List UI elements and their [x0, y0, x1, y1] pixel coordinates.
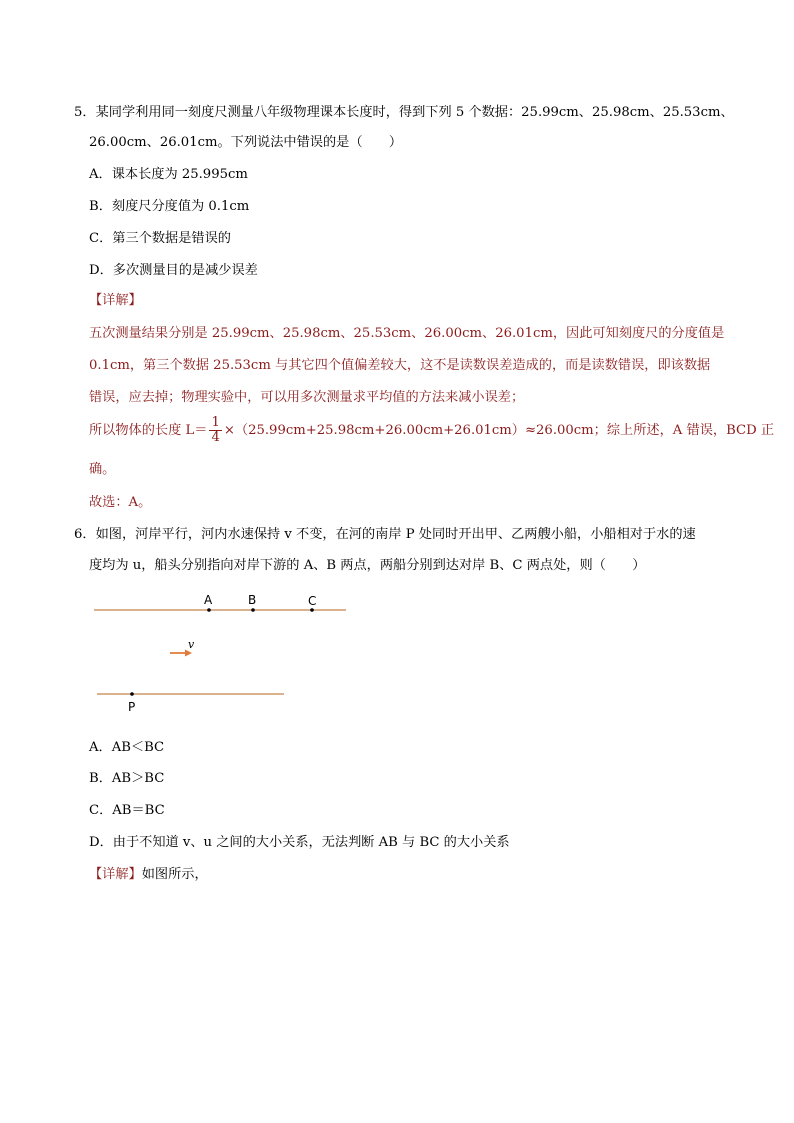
- q5-formula-line: [89, 416, 774, 445]
- label-a: A: [204, 593, 213, 607]
- q6-detail-text: 如图所示，: [141, 867, 208, 882]
- q6-option-c: C．AB＝BC: [89, 803, 165, 818]
- label-c: C: [308, 594, 317, 608]
- q5-last-line: 确。: [89, 462, 116, 477]
- label-b: B: [248, 593, 257, 607]
- point-a: [207, 608, 211, 612]
- q5-option-d: D．多次测量目的是减少误差: [89, 263, 258, 278]
- point-p: [130, 692, 134, 696]
- q5-option-c: C．第三个数据是错误的: [89, 231, 231, 246]
- q5-fraction: [209, 416, 221, 445]
- q5-analysis-line1: 五次测量结果分别是 25.99cm、25.98cm、25.53cm、26.00cm、26.01cm，因此可知刻度尺的分度值是: [89, 326, 725, 341]
- q5-analysis-line3: 错误，应去掉；物理实验中，可以用多次测量求平均值的方法来减小误差；: [89, 390, 525, 405]
- q6-stem-line2: 度均为 u，船头分别指向对岸下游的 A、B 两点，两船分别到达对岸 B、C 两点处，则（ ）: [89, 558, 646, 573]
- river-diagram: [88, 586, 358, 716]
- q5-stem-line2: 26.00cm、26.01cm。下列说法中错误的是（ ）: [89, 135, 403, 150]
- q5-option-b: B．刻度尺分度值为 0.1cm: [89, 199, 250, 214]
- point-c: [310, 608, 314, 612]
- q6-stem-line1: 6．如图，河岸平行，河内水速保持 v 不变，在河的南岸 P 处同时开出甲、乙两艘小船，小船相对于水的速: [74, 527, 696, 542]
- q6-detail-label: 【详解】: [89, 867, 142, 882]
- label-p: P: [128, 700, 136, 714]
- q6-option-b: B．AB＞BC: [89, 771, 165, 786]
- q5-fraction-numerator: 1: [211, 415, 220, 430]
- point-b: [251, 608, 255, 612]
- q6-detail-line: [89, 866, 208, 884]
- q5-formula-suffix: ×（25.99cm+25.98cm+26.00cm+26.01cm）≈26.00cm；综上所述，A 错误，BCD 正: [223, 423, 775, 438]
- label-v: v: [188, 638, 195, 651]
- q5-answer: 故选：A。: [89, 495, 152, 510]
- q5-stem-line1: 5．某同学利用同一刻度尺测量八年级物理课本长度时，得到下列 5 个数据：25.99cm、25.98cm、25.53cm、: [74, 105, 734, 120]
- q5-analysis-line2: 0.1cm，第三个数据 25.53cm 与其它四个值偏差较大，这不是读数误差造成的，而是读数错误，即该数据: [89, 358, 711, 373]
- q5-option-a: A．课本长度为 25.995cm: [89, 167, 248, 182]
- q5-fraction-denominator: 4: [211, 430, 220, 445]
- q6-option-d: D．由于不知道 v、u 之间的大小关系，无法判断 AB 与 BC 的大小关系: [89, 835, 510, 850]
- q5-detail-label: 【详解】: [89, 293, 142, 308]
- q5-formula-prefix: 所以物体的长度 L＝: [89, 423, 208, 438]
- q6-option-a: A．AB＜BC: [89, 740, 165, 755]
